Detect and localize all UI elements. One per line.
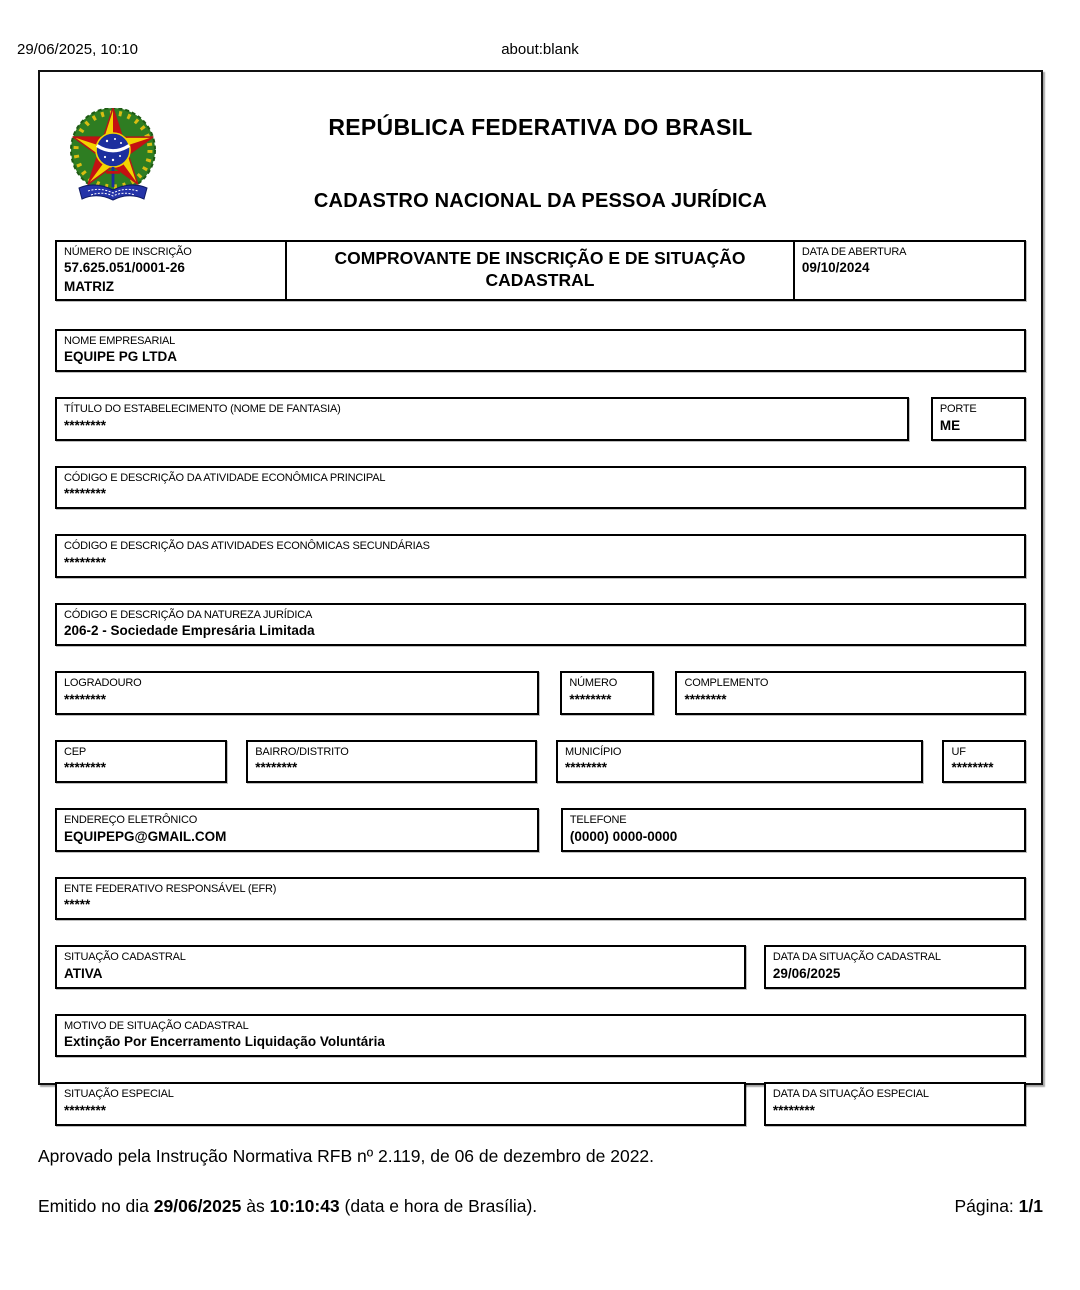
field-value: ********	[565, 760, 608, 776]
field-value: 29/06/2025	[772, 965, 841, 981]
field-label: ENTE FEDERATIVO RESPONSÁVEL (EFR)	[64, 882, 277, 895]
page-indicator	[954, 1196, 1043, 1217]
field-value: ********	[64, 417, 107, 433]
emission-suffix: (data e hora de Brasília).	[344, 1196, 538, 1216]
field-value: 57.625.051/0001-26	[64, 260, 185, 276]
row-natureza-juridica	[55, 603, 1026, 647]
field-value: Extinção Por Encerramento Liquidação Voluntária	[64, 1034, 385, 1050]
print-page-title: about:blank	[501, 41, 579, 58]
field-data-situacao-cadastral	[764, 945, 1026, 989]
brazil-coat-of-arms-icon	[63, 108, 163, 212]
field-cep	[55, 740, 227, 784]
comprovante-title: COMPROVANTE DE INSCRIÇÃO E DE SITUAÇÃO CADASTRAL	[287, 240, 795, 301]
row-efr	[55, 877, 1026, 921]
field-value: ********	[772, 1102, 815, 1118]
field-value: EQUIPE PG LTDA	[64, 349, 178, 365]
row-atividades-secundarias	[55, 534, 1026, 578]
field-titulo-estabelecimento	[55, 397, 909, 441]
field-atividades-secundarias	[55, 534, 1026, 578]
field-situacao-especial	[55, 1082, 746, 1126]
field-label: SITUAÇÃO ESPECIAL	[64, 1088, 174, 1101]
field-nome-empresarial	[55, 329, 1026, 373]
field-telefone	[561, 808, 1026, 852]
field-label: TÍTULO DO ESTABELECIMENTO (NOME DE FANTASIA)	[64, 403, 341, 416]
field-label: MUNICÍPIO	[565, 745, 622, 758]
emission-prefix: Emitido no dia	[38, 1196, 149, 1216]
field-data-situacao-especial	[764, 1082, 1026, 1126]
row-nome-empresarial	[55, 329, 1026, 373]
field-value: ********	[684, 691, 727, 707]
field-value: (0000) 0000-0000	[569, 828, 678, 844]
field-value: ********	[64, 691, 107, 707]
field-label: ENDEREÇO ELETRÔNICO	[64, 814, 198, 827]
row-titulo-porte	[55, 397, 1026, 441]
field-label: NOME EMPRESARIAL	[64, 334, 176, 347]
approval-note: Aprovado pela Instrução Normativa RFB nº 2.119, de 06 de dezembro de 2022.	[38, 1146, 655, 1166]
field-label: DATA DA SITUAÇÃO CADASTRAL	[772, 951, 941, 964]
row-contato	[55, 808, 1026, 852]
document-footer	[38, 1146, 1043, 1217]
field-motivo-situacao	[55, 1014, 1026, 1058]
row-endereco-2	[55, 740, 1026, 784]
row-inscricao	[55, 240, 1026, 301]
row-situacao-especial	[55, 1082, 1026, 1126]
field-label: TELEFONE	[569, 814, 627, 827]
field-municipio	[556, 740, 923, 784]
field-value: *****	[64, 897, 91, 913]
field-label: BAIRRO/DISTRITO	[255, 745, 349, 758]
emission-time: 10:10:43	[269, 1196, 340, 1216]
document-subtitle: CADASTRO NACIONAL DA PESSOA JURÍDICA	[313, 190, 768, 212]
field-numero-inscricao	[55, 240, 287, 301]
field-label: PORTE	[939, 403, 977, 416]
field-label: CÓDIGO E DESCRIÇÃO DA NATUREZA JURÍDICA	[64, 608, 313, 621]
field-value: ********	[64, 554, 107, 570]
field-data-abertura	[795, 240, 1026, 301]
field-endereco-eletronico	[55, 808, 539, 852]
field-label: SITUAÇÃO CADASTRAL	[64, 951, 186, 964]
print-datetime: 29/06/2025, 10:10	[17, 41, 138, 58]
emission-middle: às	[246, 1196, 265, 1216]
field-porte	[931, 397, 1026, 441]
emission-date: 29/06/2025	[153, 1196, 242, 1216]
field-situacao-cadastral	[55, 945, 746, 989]
field-label: COMPLEMENTO	[684, 677, 769, 690]
field-label: NÚMERO DE INSCRIÇÃO	[64, 246, 192, 258]
browser-print-header	[0, 0, 1080, 70]
field-label: NÚMERO	[569, 677, 618, 690]
field-value: ********	[951, 760, 994, 776]
field-label: UF	[951, 745, 966, 758]
field-value: 206-2 - Sociedade Empresária Limitada	[64, 623, 315, 639]
cnpj-document	[38, 70, 1043, 1118]
field-label: MOTIVO DE SITUAÇÃO CADASTRAL	[64, 1019, 249, 1032]
page-label: Página:	[954, 1196, 1014, 1216]
field-numero	[560, 671, 653, 715]
field-label: LOGRADOURO	[64, 677, 142, 690]
field-uf	[942, 740, 1026, 784]
field-label: CÓDIGO E DESCRIÇÃO DAS ATIVIDADES ECONÔMICAS SECUNDÁRIAS	[64, 540, 430, 553]
field-complemento	[675, 671, 1026, 715]
field-efr	[55, 877, 1026, 921]
emission-line	[38, 1196, 1043, 1217]
field-value: ********	[64, 486, 107, 502]
field-label: DATA DE ABERTURA	[801, 246, 907, 258]
field-value: ********	[255, 760, 298, 776]
field-label: CÓDIGO E DESCRIÇÃO DA ATIVIDADE ECONÔMICA PRINCIPAL	[64, 471, 386, 484]
field-value: 09/10/2024	[801, 260, 870, 276]
field-label: DATA DA SITUAÇÃO ESPECIAL	[772, 1088, 929, 1101]
field-atividade-principal	[55, 466, 1026, 510]
field-value: ATIVA	[64, 965, 103, 981]
row-atividade-principal	[55, 466, 1026, 510]
field-value: EQUIPEPG@GMAIL.COM	[64, 828, 227, 844]
field-value-matriz: MATRIZ	[64, 278, 114, 294]
page-value: 1/1	[1018, 1196, 1043, 1216]
row-motivo-situacao	[55, 1014, 1026, 1058]
document-title: REPÚBLICA FEDERATIVA DO BRASIL	[328, 114, 753, 140]
field-value: ********	[64, 760, 107, 776]
field-value: ********	[569, 691, 612, 707]
row-situacao-cadastral	[55, 945, 1026, 989]
field-logradouro	[55, 671, 539, 715]
field-label: CEP	[64, 745, 87, 758]
document-header	[55, 72, 1026, 240]
print-header-spacer	[579, 41, 1063, 70]
field-value: ********	[64, 1102, 107, 1118]
emission-note	[38, 1196, 537, 1217]
row-endereco-1	[55, 671, 1026, 715]
field-bairro	[246, 740, 536, 784]
field-natureza-juridica	[55, 603, 1026, 647]
field-value: ME	[939, 417, 961, 433]
